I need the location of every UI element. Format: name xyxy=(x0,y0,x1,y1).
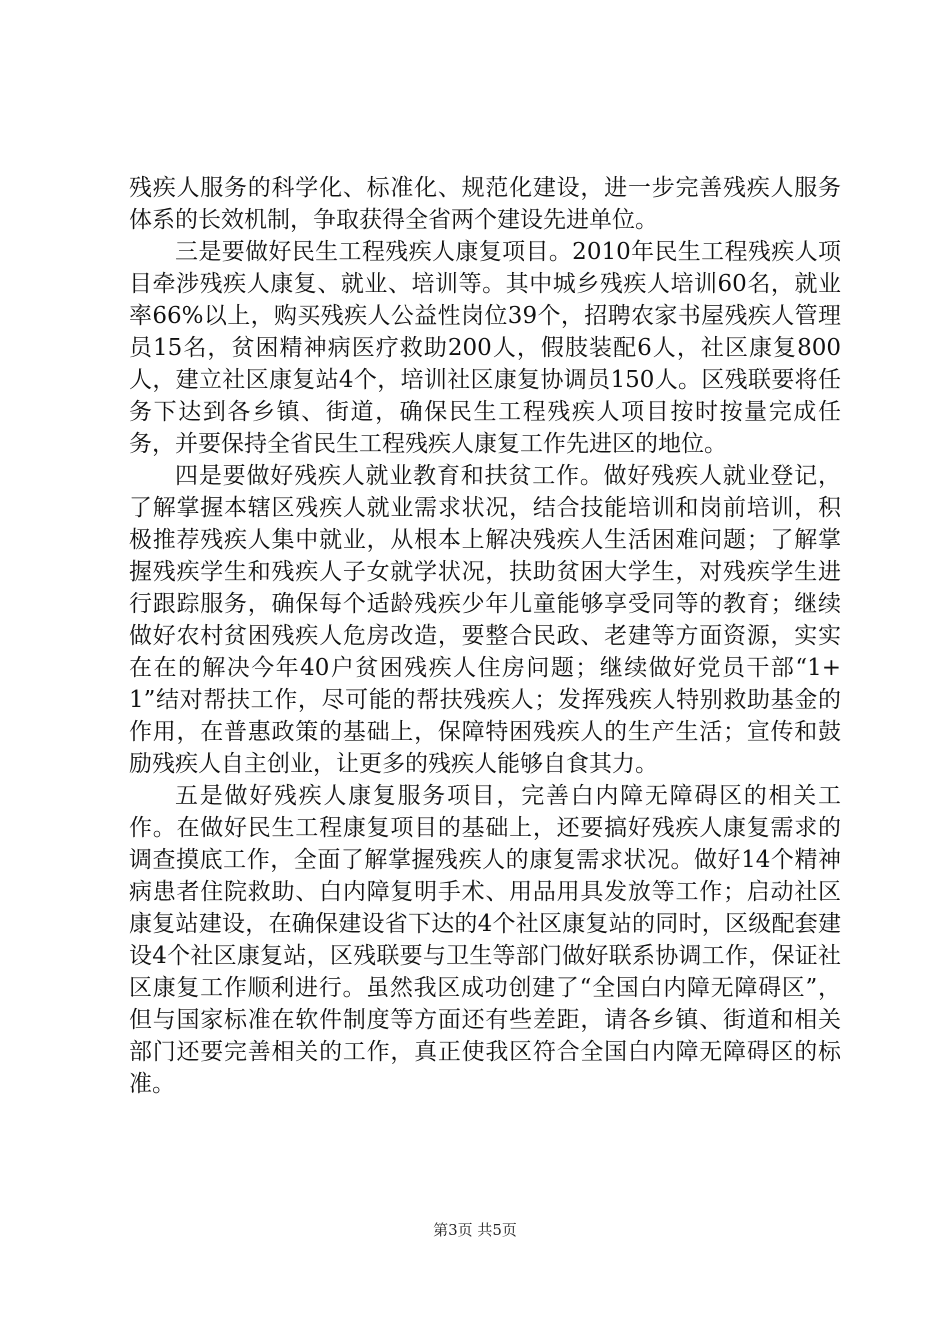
paragraph-item-four: 四是要做好残疾人就业教育和扶贫工作。做好残疾人就业登记，了解掌握本辖区残疾人就业需求状况，结合技能培训和岗前培训，积极推荐残疾人集中就业，从根本上解决残疾人生活困难问题；了解掌握残疾学生和残疾人子女就学状况，扶助贫困大学生，对残疾学生进行跟踪服务，确保每个适龄残疾少年儿童能够享受同等的教育；继续做好农村贫困残疾人危房改造，要整合民政、老建等方面资源，实实在在的解决今年40户贫困残疾人住房问题；继续做好党员干部“1+1”结对帮扶工作，尽可能的帮扶残疾人；发挥残疾人特别救助基金的作用，在普惠政策的基础上，保障特困残疾人的生产生活；宣传和鼓励残疾人自主创业，让更多的残疾人能够自食其力。 xyxy=(129,463,841,777)
paragraph-continuation: 残疾人服务的科学化、标准化、规范化建设，进一步完善残疾人服务体系的长效机制，争取获得全省两个建设先进单位。 xyxy=(129,175,841,233)
document-body xyxy=(129,172,841,1100)
page-footer: 第3页 共5页 xyxy=(433,1221,517,1239)
paragraph-item-three: 三是要做好民生工程残疾人康复项目。2010年民生工程残疾人项目牵涉残疾人康复、就业、培训等。其中城乡残疾人培训60名，就业率66%以上，购买残疾人公益性岗位39个，招聘农家书屋残疾人管理员15名，贫困精神病医疗救助200人，假肢装配6人，社区康复800人，建立社区康复站4个，培训社区康复协调员150人。区残联要将任务下达到各乡镇、街道，确保民生工程残疾人项目按时按量完成任务，并要保持全省民生工程残疾人康复工作先进区的地位。 xyxy=(129,239,841,457)
paragraph-item-five: 五是做好残疾人康复服务项目，完善白内障无障碍区的相关工作。在做好民生工程康复项目的基础上，还要搞好残疾人康复需求的调查摸底工作，全面了解掌握残疾人的康复需求状况。做好14个精神病患者住院救助、白内障复明手术、用品用具发放等工作；启动社区康复站建设，在确保建设省下达的4个社区康复站的同时，区级配套建设4个社区康复站，区残联要与卫生等部门做好联系协调工作，保证社区康复工作顺利进行。虽然我区成功创建了“全国白内障无障碍区”，但与国家标准在软件制度等方面还有些差距，请各乡镇、街道和相关部门还要完善相关的工作，真正使我区符合全国白内障无障碍区的标准。 xyxy=(129,783,841,1097)
